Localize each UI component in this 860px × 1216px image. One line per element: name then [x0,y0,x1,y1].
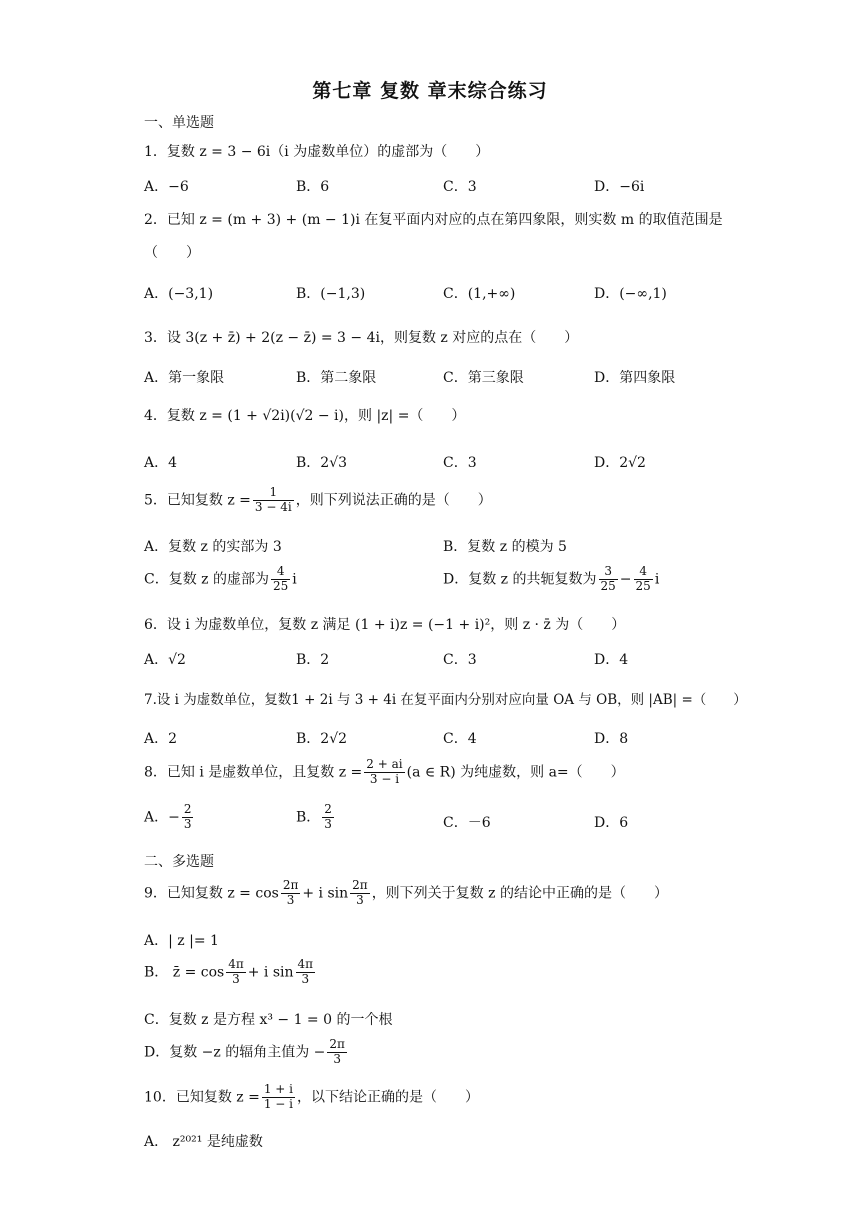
question-5-option-a: A．复数 z 的实部为 3 [144,539,282,555]
question-8-option-b: B． $\frac{2}{3}$ [296,802,332,831]
question-7-option-c: C．4 [443,731,477,747]
fraction: $\frac{4\pi}{3}$ [228,957,244,986]
question-1-option-c: C．3 [443,179,477,195]
fraction: $\frac{3}{25}$ [600,564,616,593]
fraction: $\frac{1}{3 - 4i}$ [254,485,292,514]
question-10-stem: 10．已知复数 z = $\frac{1 + i}{1 - i}$ ，以下结论正确的是（ ） [144,1082,479,1111]
question-6-option-d: D．4 [594,652,629,668]
question-1-option-b: B．6 [296,179,330,195]
question-5-option-d: D．复数 z 的共轭复数为 $\frac{3}{25}$ − $\frac{4}{25}$ i [443,564,660,593]
question-8-option-c: C．－6 [443,815,491,831]
question-1-option-d: D．−6i [594,179,645,195]
section-heading-single: 一、单选题 [144,115,214,131]
page-title: 第七章 复数 章末综合练习 [312,80,548,102]
fraction: $\frac{2\pi}{3}$ [352,878,368,907]
question-6-option-c: C．3 [443,652,477,668]
question-9-stem: 9．已知复数 z = cos $\frac{2\pi}{3}$ + i sin $\frac{2\pi}{3}$ ，则下列关于复数 z 的结论中正确的是（ ） [144,878,668,907]
question-7-stem: 7.设 i 为虚数单位，复数1 + 2i 与 3 + 4i 在复平面内分别对应向量 OA 与 OB，则 |AB| =（ ） [144,692,747,708]
fraction: $\frac{2 + ai}{3 - i}$ [366,757,403,786]
question-8-option-d: D．6 [594,815,629,831]
question-5-option-b: B．复数 z 的模为 5 [443,539,567,555]
question-9-option-c: C．复数 z 是方程 x³ − 1 = 0 的一个根 [144,1012,393,1028]
question-6-stem: 6．设 i 为虚数单位，复数 z 满足 (1 + i)z = (−1 + i)²，则 z · z̄ 为（ ） [144,617,626,633]
question-10-option-a: A． z²⁰²¹ 是纯虚数 [144,1134,263,1150]
question-9-option-d: D．复数 −z 的辐角主值为 − $\frac{2\pi}{3}$ [144,1037,345,1066]
question-7-option-a: A．2 [144,731,178,747]
question-2-option-d: D．(−∞,1) [594,286,667,302]
question-3-option-b: B．第二象限 [296,370,377,386]
fraction: $\frac{2\pi}{3}$ [329,1037,345,1066]
question-9-option-b: B． z̄ = cos $\frac{4\pi}{3}$ + i sin $\frac{4\pi}{3}$ [144,957,314,986]
section-heading-multi: 二、多选题 [144,854,214,870]
fraction: $\frac{2}{3}$ [324,802,332,831]
question-5-option-c: C．复数 z 的虚部为 $\frac{4}{25}$ i [144,564,297,593]
question-2-stem: 2．已知 z = (m + 3) + (m − 1)i 在复平面内对应的点在第四象限，则实数 m 的取值范围是 [144,212,723,228]
fraction: $\frac{4}{25}$ [635,564,651,593]
question-8-stem: 8．已知 i 是虚数单位，且复数 z = $\frac{2 + ai}{3 - i}$ (a ∈ R) 为纯虚数，则 a=（ ） [144,757,625,786]
question-2-option-b: B．(−1,3) [296,286,366,302]
question-7-option-b: B．2√2 [296,731,348,747]
question-6-option-b: B．2 [296,652,330,668]
question-4-option-b: B．2√3 [296,455,348,471]
question-4-option-c: C．3 [443,455,477,471]
question-4-option-d: D．2√2 [594,455,646,471]
question-4-option-a: A．4 [144,455,178,471]
question-1-stem: 1．复数 z = 3 − 6i（i 为虚数单位）的虚部为（ ） [144,144,490,160]
question-5-stem: 5．已知复数 z = $\frac{1}{3 - 4i}$ ，则下列说法正确的是（ ） [144,485,492,514]
fraction: $\frac{2\pi}{3}$ [282,878,299,907]
question-1-option-a: A．−6 [144,179,189,195]
question-8-option-a: A．− $\frac{2}{3}$ [144,802,192,831]
fraction: $\frac{2}{3}$ [183,802,192,831]
question-9-option-a: A．| z |= 1 [144,933,219,949]
question-4-stem: 4．复数 z = (1 + √2i)(√2 − i)，则 |z| =（ ） [144,408,466,424]
question-2-stem-paren: （ ） [144,245,200,261]
question-7-option-d: D．8 [594,731,629,747]
question-3-option-c: C．第三象限 [443,370,524,386]
question-2-option-a: A．(−3,1) [144,286,214,302]
question-3-option-d: D．第四象限 [594,370,676,386]
question-6-option-a: A．√2 [144,652,186,668]
fraction: $\frac{4}{25}$ [273,564,289,593]
fraction: $\frac{4\pi}{3}$ [297,957,314,986]
question-3-option-a: A．第一象限 [144,370,225,386]
question-3-stem: 3．设 3(z + z̄) + 2(z − z̄) = 3 − 4i，则复数 z 对应的点在（ ） [144,330,579,346]
question-2-option-c: C．(1,+∞) [443,286,516,302]
fraction: $\frac{1 + i}{1 - i}$ [263,1082,293,1111]
